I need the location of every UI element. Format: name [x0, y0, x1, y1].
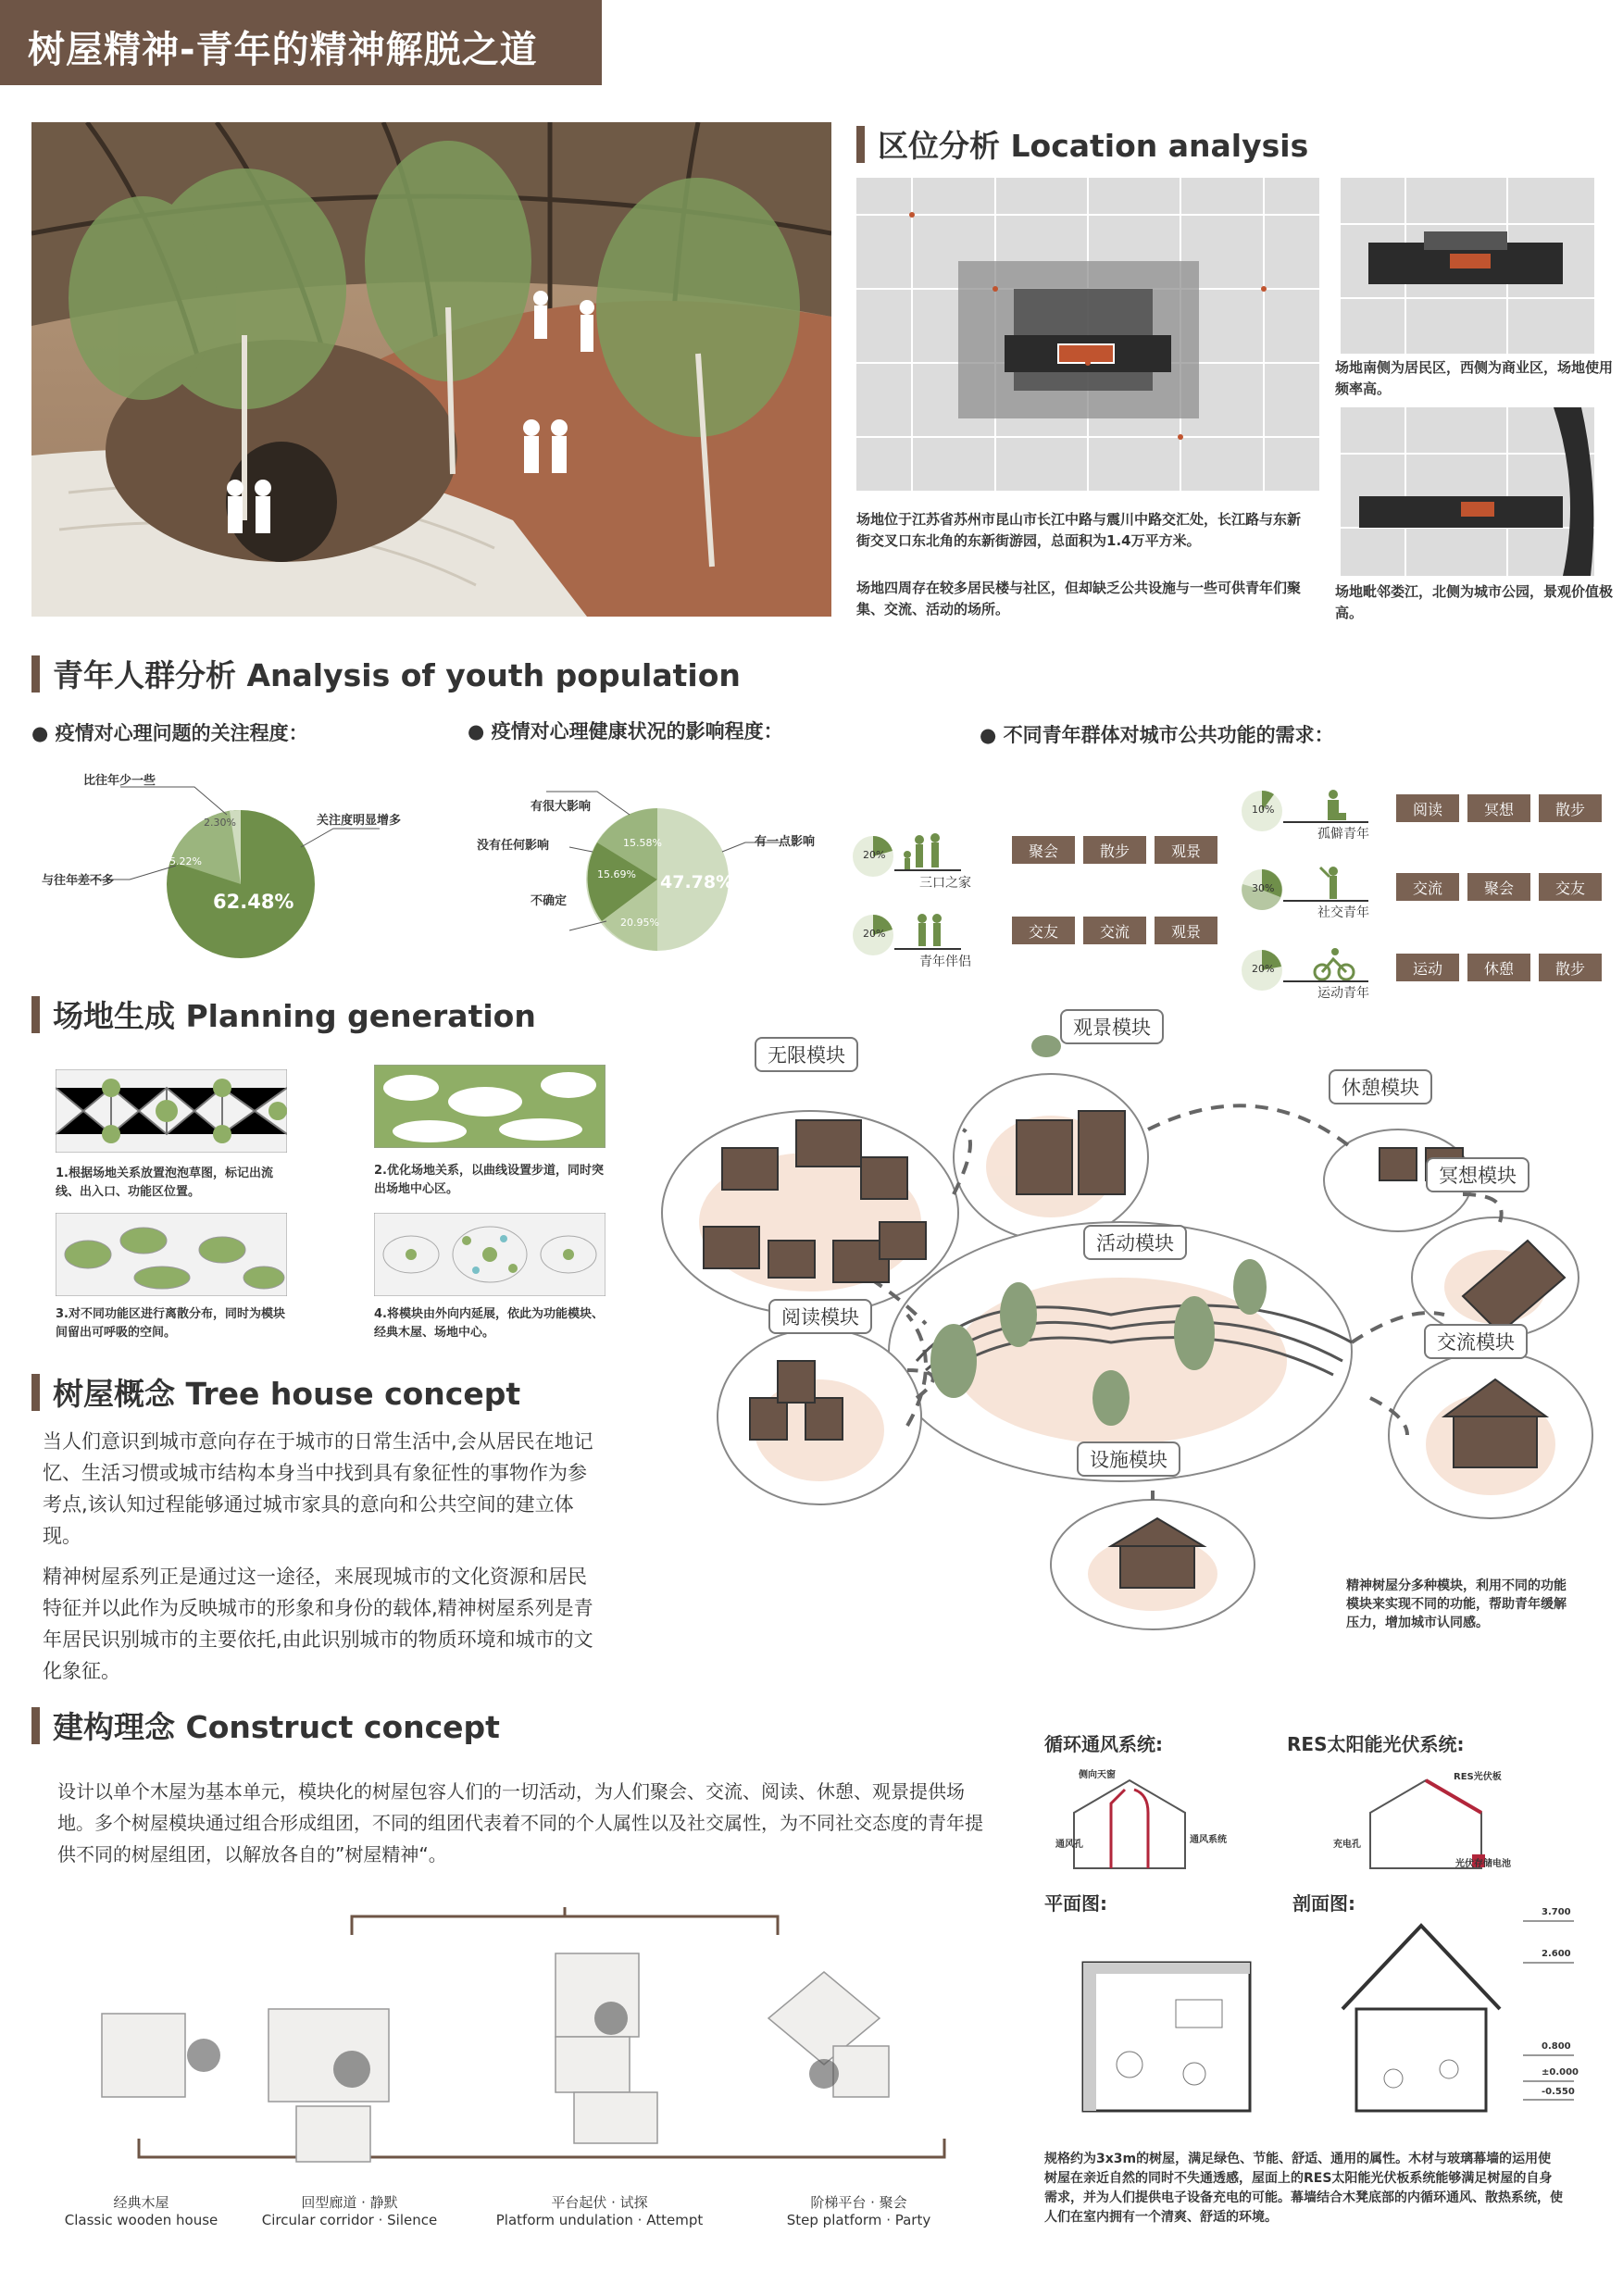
level-2600: 2.600	[1542, 1949, 1571, 1959]
solar-label-panel: RES光伏板	[1454, 1772, 1502, 1782]
pie-chart-concern	[37, 759, 454, 981]
section-drawing	[1315, 1907, 1611, 2139]
module-label-reading: 阅读模块	[768, 1299, 872, 1334]
tag-rest: 休憩	[1467, 954, 1530, 981]
pie2-value-2: 15.69%	[597, 868, 636, 880]
tag-stroll: 散步	[1539, 954, 1602, 981]
question-text: 疫情对心理问题的关注程度：	[55, 722, 308, 744]
group-sporty	[1239, 944, 1609, 1009]
location-map-south	[1341, 178, 1594, 354]
location-side-note-1: 场地南侧为居民区，西侧为商业区，场地使用频率高。	[1335, 359, 1614, 397]
location-map-main	[856, 178, 1319, 491]
house-type-cn: 阶梯平台 · 聚会	[810, 2194, 907, 2211]
group-name: 孤僻青年	[1317, 827, 1369, 842]
module-label-rest: 休憩模块	[1329, 1069, 1432, 1104]
section-marker	[31, 1707, 40, 1744]
plan-drawing	[1065, 1944, 1278, 2129]
page-title: 树屋精神-青年的精神解脱之道	[28, 29, 538, 71]
tag-stroll: 散步	[1539, 794, 1602, 822]
tag-gathering: 聚会	[1012, 836, 1075, 864]
tag-friends: 交友	[1012, 917, 1075, 944]
house-type-platform	[486, 2192, 713, 2228]
planning-step-2: 2.优化场地关系，以曲线设置步道，同时突出场地中心区。	[374, 1164, 604, 1196]
house-type-classic	[60, 2192, 222, 2228]
pie2-value-0: 47.78%	[660, 872, 734, 892]
group-name: 青年伴侣	[919, 955, 971, 969]
group-name: 三口之家	[919, 876, 971, 891]
group-introvert	[1239, 785, 1609, 850]
house-type-cn: 经典木屋	[113, 2194, 169, 2211]
house-type-step	[778, 2192, 940, 2228]
concept-paragraph-2: 精神树屋系列正是通过这一途径，来展现城市的文化资源和居民特征并以此作为反映城市的形象和身份的载体,精神树屋系列是青年居民识别城市的主要依托,由此识别城市的物质环境和城市的文化象征。	[43, 1566, 593, 1682]
section-title: 树屋概念 Tree house concept	[53, 1376, 521, 1412]
location-side-note-2: 场地毗邻娄江，北侧为城市公园，景观价值极高。	[1335, 583, 1614, 621]
question-text: 不同青年群体对城市公共功能的需求：	[1003, 724, 1334, 746]
pie2-value-1: 20.95%	[620, 917, 659, 929]
group-name: 运动青年	[1317, 986, 1369, 1001]
group-social	[1239, 864, 1609, 929]
tag-sport: 运动	[1396, 954, 1459, 981]
section-drawing-title: 剖面图:	[1292, 1892, 1355, 1915]
level-0000: ±0.000	[1542, 2067, 1579, 2078]
tag-exchange: 交流	[1083, 917, 1146, 944]
section-title: 区位分析 Location analysis	[878, 128, 1309, 164]
solar-label-charging: 充电孔	[1333, 1840, 1361, 1850]
house-type-en: Circular corridor · Silence	[261, 2212, 438, 2228]
hero-render	[31, 122, 831, 617]
vent-title: 循环通风系统:	[1044, 1733, 1163, 1755]
planning-diagram-3	[56, 1213, 287, 1296]
pie2-label-2: 没有任何影响	[477, 839, 550, 853]
concept-paragraph-1: 当人们意识到城市意向存在于城市的日常生活中,会从居民在地记忆、生活习惯或城市结构本身当中找到具有象征性的事物作为参考点,该认知过程能够通过城市家具的意向和公共空间的建立体现。	[43, 1430, 593, 1547]
section-marker	[31, 996, 40, 1033]
tag-stroll: 散步	[1083, 836, 1146, 864]
tag-reading: 阅读	[1396, 794, 1459, 822]
section-title: 场地生成 Planning generation	[53, 998, 536, 1034]
module-label-exchange: 交流模块	[1424, 1324, 1528, 1359]
construct-tree-diagram	[56, 1907, 981, 2185]
pie1-value-2: 2.30%	[204, 817, 236, 829]
pie1-label-1: 关注度明显增多	[317, 814, 402, 828]
group-pct: 20%	[1252, 963, 1275, 975]
module-map	[648, 1009, 1616, 1639]
section-marker	[31, 1374, 40, 1411]
section-construct	[31, 1703, 500, 1747]
house-type-corridor	[250, 2192, 449, 2228]
group-pct: 30%	[1252, 882, 1275, 894]
question-1: ● 疫情对心理问题的关注程度：	[31, 722, 308, 744]
location-desc-2: 场地四周存在较多居民楼与社区，但却缺乏公共设施与一些可供青年们聚集、交流、活动的场所。	[856, 580, 1302, 618]
planning-step-4: 4.将模块由外向内延展，依此为功能模块、经典木屋、场地中心。	[374, 1307, 604, 1340]
module-label-facility: 设施模块	[1077, 1441, 1180, 1477]
house-type-en: Platform undulation · Attempt	[495, 2212, 704, 2228]
pie2-value-3: 15.58%	[623, 837, 662, 849]
module-note: 精神树屋分多种模块，利用不同的功能模块来实现不同的功能，帮助青年缓解压力，增加城市认同感。	[1346, 1578, 1567, 1630]
section-marker	[31, 655, 40, 693]
tag-exchange: 交流	[1396, 873, 1459, 901]
planning-diagram-4	[374, 1213, 606, 1296]
vent-label-system: 通风系统	[1190, 1835, 1227, 1845]
question-2: ● 疫情对心理健康状况的影响程度：	[468, 720, 783, 742]
section-marker	[856, 126, 865, 163]
solar-diagram	[1333, 1766, 1537, 1878]
group-family	[850, 829, 1220, 893]
section-concept	[31, 1370, 520, 1414]
pie1-value-1: 35.22%	[163, 855, 202, 867]
construct-text: 设计以单个木屋为基本单元，模块化的树屋包容人们的一切活动，为人们聚会、交流、阅读、休憩、观景提供场地。多个树屋模块通过组合形成组团，不同的组团代表着不同的个人属性以及社交属性，为不同社交态度的青年提供不同的树屋组团，以解放各自的”树屋精神“。	[57, 1780, 983, 1866]
pie2-label-0: 有很大影响	[531, 800, 592, 814]
pie1-label-2: 与往年差不多	[42, 874, 115, 888]
pie1-value-0: 62.48%	[213, 891, 294, 913]
vent-diagram	[1055, 1766, 1241, 1878]
module-label-view: 观景模块	[1060, 1009, 1164, 1044]
question-text: 疫情对心理健康状况的影响程度：	[491, 720, 783, 742]
pie2-label-1: 有一点影响	[755, 835, 816, 849]
systems-note: 规格约为3x3m的树屋，满足绿色、节能、舒适、通用的属性。木材与玻璃幕墙的运用使树屋在亲近自然的同时不失通透感，屋面上的RES太阳能光伏板系统能够满足树屋的自身需求，并为人们提供电子设备充电的可能。幕墙结合木凳底部的内循环通风、散热系统，使人们在室内拥有一个清爽、舒适的环境。	[1044, 2152, 1563, 2225]
section-title: 建构理念 Construct concept	[53, 1709, 500, 1745]
tag-sightseeing: 观景	[1155, 917, 1217, 944]
group-name: 社交青年	[1317, 905, 1369, 920]
solar-title: RES太阳能光伏系统:	[1287, 1733, 1465, 1755]
solar-label-battery: 光伏存储电池	[1455, 1859, 1511, 1869]
planning-step-3: 3.对不同功能区进行离散分布，同时为模块间留出可呼吸的空间。	[56, 1307, 285, 1340]
section-location	[856, 122, 1308, 166]
tag-meditation: 冥想	[1467, 794, 1530, 822]
vent-label-skylight: 侧向天窗	[1079, 1770, 1116, 1780]
planning-diagram-2	[374, 1065, 606, 1148]
planning-diagram-1	[56, 1069, 287, 1153]
house-type-en: Classic wooden house	[64, 2212, 218, 2228]
module-label-meditation: 冥想模块	[1426, 1157, 1529, 1192]
house-type-cn: 回型廊道 · 静默	[301, 2194, 398, 2211]
pie2-label-3: 不确定	[531, 894, 568, 908]
planning-step-1: 1.根据场地关系放置泡泡草图，标记出流线、出入口、功能区位置。	[56, 1167, 273, 1199]
tag-sightseeing: 观景	[1155, 836, 1217, 864]
vent-label-hole: 通风孔	[1055, 1840, 1083, 1850]
section-title: 青年人群分析 Analysis of youth population	[53, 657, 741, 693]
module-label-activity: 活动模块	[1083, 1225, 1187, 1260]
group-pct: 20%	[863, 849, 886, 861]
module-label-infinite: 无限模块	[755, 1037, 858, 1072]
page-header	[0, 0, 602, 85]
tag-gathering: 聚会	[1467, 873, 1530, 901]
section-planning	[31, 992, 536, 1036]
section-youth	[31, 652, 741, 695]
pie1-label-0: 比往年少一些	[83, 774, 156, 788]
level-0800: 0.800	[1542, 2041, 1571, 2052]
question-3: ● 不同青年群体对城市公共功能的需求：	[980, 724, 1334, 746]
house-type-cn: 平台起伏 · 试探	[551, 2194, 648, 2211]
group-couple	[850, 907, 1220, 972]
group-pct: 10%	[1252, 804, 1275, 816]
plan-title: 平面图:	[1044, 1892, 1107, 1915]
level-3700: 3.700	[1542, 1907, 1571, 1917]
level-minus0550: -0.550	[1542, 2087, 1575, 2097]
location-desc-1: 场地位于江苏省苏州市昆山市长江中路与震川中路交汇处，长江路与东新街交叉口东北角的东新街游园，总面积为1.4万平方米。	[856, 511, 1302, 549]
location-map-east	[1341, 407, 1594, 576]
house-type-en: Step platform · Party	[786, 2212, 931, 2228]
pie-chart-impact	[468, 759, 884, 981]
tag-friends: 交友	[1539, 873, 1602, 901]
group-pct: 20%	[863, 928, 886, 940]
